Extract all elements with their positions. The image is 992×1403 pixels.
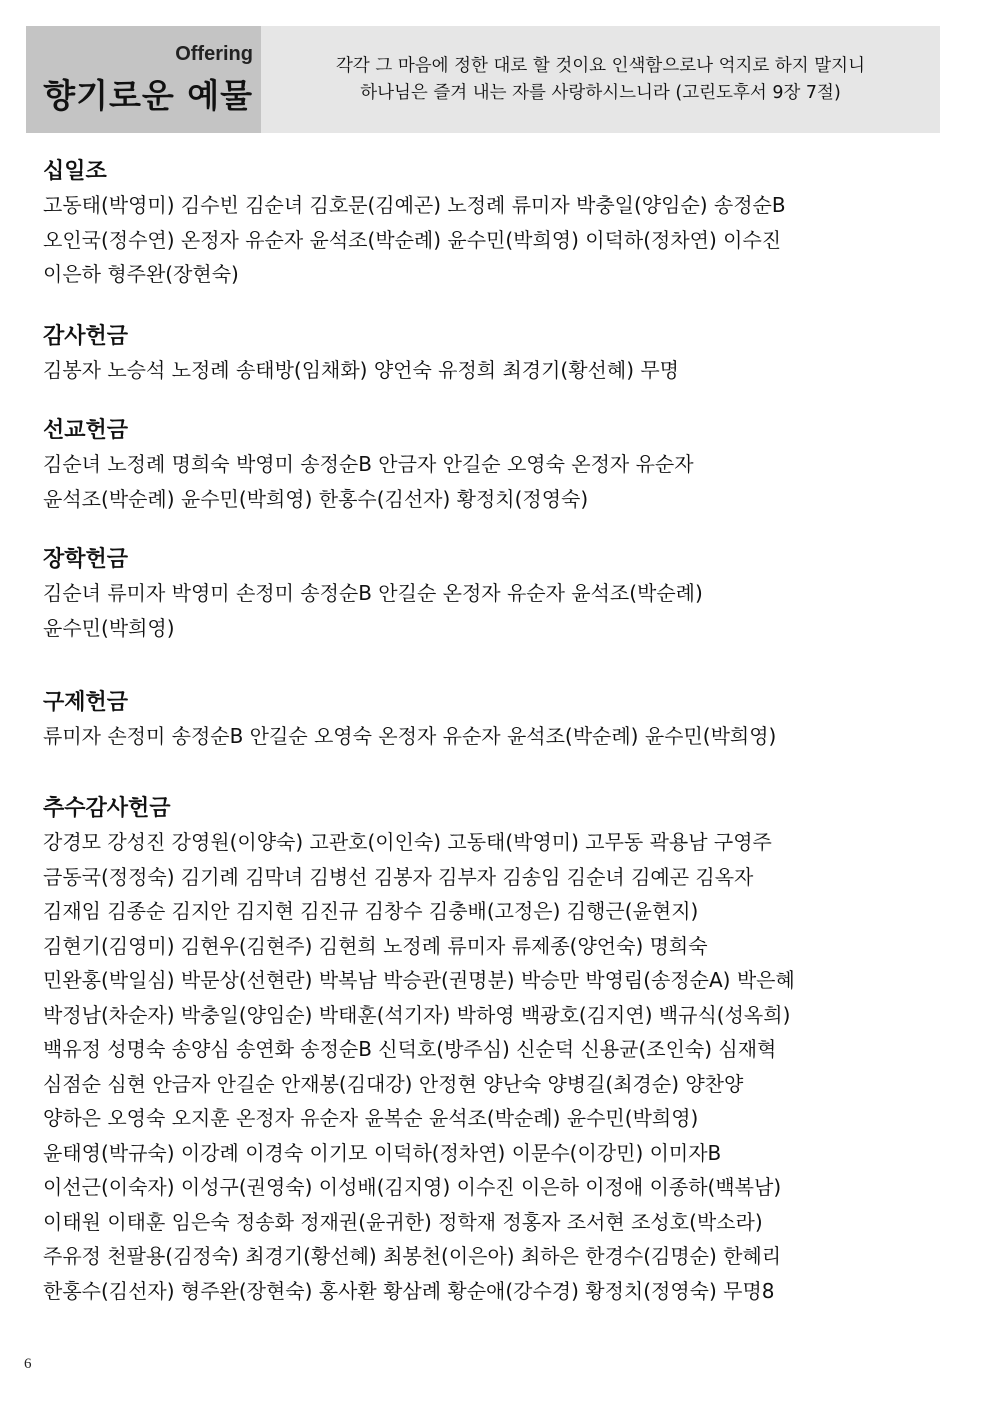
section-scholarship bbox=[43, 544, 703, 645]
section-title: 선교헌금 bbox=[43, 418, 129, 443]
name-line: 박정남(차순자) 박충일(양임순) 박태훈(석기자) 박하영 백광호(김지연) 백규식(성옥희) bbox=[43, 1002, 791, 1027]
section-missions bbox=[43, 415, 694, 516]
section-title: 십일조 bbox=[43, 159, 107, 184]
section-title: 구제헌금 bbox=[43, 690, 129, 715]
name-line: 김순녀 노정례 명희숙 박영미 송정순B 안금자 안길순 오영숙 온정자 유순자 bbox=[43, 452, 694, 476]
name-line: 주유정 천팔용(김정숙) 최경기(황선혜) 최봉천(이은아) 최하은 한경수(김명순) 한혜리 bbox=[43, 1244, 782, 1268]
name-line: 이태원 이태훈 임은숙 정송화 정재권(윤귀한) 정학재 정홍자 조서현 조성호(박소라) bbox=[43, 1209, 763, 1234]
name-line: 김순녀 류미자 박영미 손정미 송정순B 안길순 온정자 유순자 윤석조(박순례) bbox=[43, 581, 703, 605]
name-line: 양하은 오영숙 오지훈 온정자 유순자 윤복순 윤석조(박순례) 윤수민(박희영) bbox=[43, 1106, 699, 1130]
title-box bbox=[26, 26, 261, 133]
section-title: 장학헌금 bbox=[43, 547, 129, 572]
offering-en-title: Offering bbox=[175, 42, 253, 65]
section-relief bbox=[43, 687, 776, 754]
section-body bbox=[43, 188, 786, 292]
section-title: 추수감사헌금 bbox=[43, 796, 171, 821]
offering-ko-title: 향기로운 예물 bbox=[43, 75, 253, 115]
name-line: 김재임 김종순 김지안 김지현 김진규 김창수 김충배(고정은) 김행근(윤현지) bbox=[43, 899, 699, 923]
name-line: 심점순 심현 안금자 안길순 안재봉(김대강) 안정현 양난숙 양병길(최경순) 양찬양 bbox=[43, 1071, 744, 1096]
name-line: 한홍수(김선자) 형주완(장현숙) 홍사환 황삼례 황순애(강수경) 황정치(정영숙) 무명8 bbox=[43, 1278, 775, 1303]
page-number: 6 bbox=[24, 1356, 32, 1372]
section-body bbox=[43, 576, 703, 645]
name-line: 금동국(정정숙) 김기례 김막녀 김병선 김봉자 김부자 김송임 김순녀 김예곤 김옥자 bbox=[43, 864, 754, 889]
name-line: 윤태영(박규숙) 이강례 이경숙 이기모 이덕하(정차연) 이문수(이강민) 이미자B bbox=[43, 1140, 722, 1165]
name-line: 오인국(정수연) 온정자 유순자 윤석조(박순례) 윤수민(박희영) 이덕하(정차연) 이수진 bbox=[43, 227, 782, 252]
name-line: 백유정 성명숙 송양심 송연화 송정순B 신덕호(방주심) 신순덕 신용균(조인숙) 심재혁 bbox=[43, 1037, 777, 1061]
section-body bbox=[43, 353, 679, 388]
verse-line: 하나님은 즐겨 내는 자를 사랑하시느니라 (고린도후서 9장 7절) bbox=[360, 82, 841, 103]
section-title: 감사헌금 bbox=[43, 324, 129, 349]
section-tithe bbox=[43, 156, 786, 292]
name-line: 고동태(박영미) 김수빈 김순녀 김호문(김예곤) 노정례 류미자 박충일(양임순) 송정순B bbox=[43, 193, 786, 217]
name-line: 민완홍(박일심) 박문상(선현란) 박복남 박승관(권명분) 박승만 박영림(송정순A) 박은혜 bbox=[43, 968, 795, 992]
name-line: 윤석조(박순례) 윤수민(박희영) 한홍수(김선자) 황정치(정영숙) bbox=[43, 486, 589, 511]
name-line: 이선근(이숙자) 이성구(권영숙) 이성배(김지영) 이수진 이은하 이정애 이종하(백복남) bbox=[43, 1175, 782, 1199]
section-body bbox=[43, 719, 776, 754]
section-body bbox=[43, 825, 795, 1308]
name-line: 김현기(김영미) 김현우(김현주) 김현희 노정례 류미자 류제종(양언숙) 명희숙 bbox=[43, 933, 708, 958]
name-line: 류미자 손정미 송정순B 안길순 오영숙 온정자 유순자 윤석조(박순례) 윤수민(박희영) bbox=[43, 724, 777, 748]
section-harvest-thanksgiving bbox=[43, 793, 795, 1308]
name-line: 윤수민(박희영) bbox=[43, 615, 175, 640]
verse-box bbox=[261, 26, 940, 133]
section-thanksgiving bbox=[43, 321, 679, 388]
verse-line: 각각 그 마음에 정한 대로 할 것이요 인색함으로나 억지로 하지 말지니 bbox=[336, 55, 865, 76]
page-header bbox=[26, 26, 940, 133]
name-line: 김봉자 노승석 노정례 송태방(임채화) 양언숙 유정희 최경기(황선혜) 무명 bbox=[43, 358, 679, 382]
section-body bbox=[43, 447, 694, 516]
name-line: 이은하 형주완(장현숙) bbox=[43, 262, 239, 286]
name-line: 강경모 강성진 강영원(이양숙) 고관호(이인숙) 고동태(박영미) 고무동 곽용남 구영주 bbox=[43, 830, 772, 854]
